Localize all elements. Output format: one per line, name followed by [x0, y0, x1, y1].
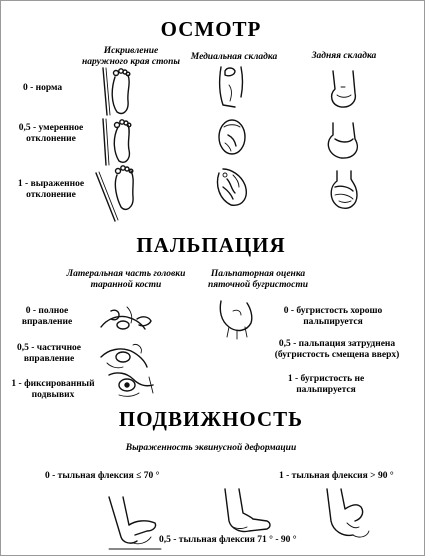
posterior-crease-severe-sketch: [323, 169, 367, 215]
mobility-title: ПОДВИЖНОСТЬ: [118, 407, 304, 431]
exam-row-label-moderate: 0,5 - умеренное отклонение: [18, 123, 84, 144]
posterior-crease-normal-sketch: [323, 67, 367, 113]
medial-crease-normal-sketch: [211, 63, 253, 111]
palpation-left-label-full: 0 - полное вправление: [21, 306, 73, 327]
foot-sole-normal-sketch: [97, 65, 141, 117]
foot-sole-moderate-sketch: [97, 117, 141, 167]
mobility-label-grade-1: 1 - тыльная флексия > 90 °: [279, 471, 394, 481]
medial-crease-moderate-sketch: [211, 115, 255, 159]
palpation-caption-talus: Латеральная часть головки таранной кости: [66, 269, 186, 290]
palpation-right-label-absent: 1 - бугристость не пальпируется: [287, 374, 365, 395]
palpation-title: ПАЛЬПАЦИЯ: [136, 233, 286, 257]
mobility-label-grade-05: 0,5 - тыльная флексия 71 ° - 90 °: [159, 535, 297, 545]
exam-column-caption-medial: Медиальная складка: [190, 52, 278, 62]
palpation-caption-calcaneus: Пальпаторная оценка пяточной бугристости: [207, 269, 309, 290]
calcaneus-palpation-sketch: [213, 297, 261, 341]
exam-row-label-severe: 1 - выраженное отклонение: [17, 179, 85, 200]
foot-sole-severe-sketch: [93, 163, 143, 225]
exam-row-label-normal: 0 - норма: [23, 83, 63, 93]
exam-title: ОСМОТР: [160, 17, 262, 41]
dorsiflexion-grade-0-sketch: [103, 491, 163, 553]
palpation-right-label-difficult: 0,5 - пальпация затруднена (бугристость смещена вверх): [274, 339, 400, 360]
palpation-left-label-fixed: 1 - фиксированный подвывих: [11, 379, 95, 400]
dorsiflexion-grade-1-sketch: [317, 487, 379, 543]
talus-palpation-fixed-sketch: [105, 367, 159, 401]
exam-column-caption-posterior: Задняя складка: [311, 51, 377, 61]
talus-palpation-full-sketch: [97, 301, 155, 337]
palpation-left-label-partial: 0,5 - частичное вправление: [16, 343, 82, 364]
palpation-right-label-good: 0 - бугристость хорошо пальпируется: [283, 306, 383, 327]
mobility-caption: Выраженность эквинусной деформации: [125, 443, 297, 453]
dorsiflexion-grade-05-sketch: [213, 487, 275, 539]
mobility-label-grade-0: 0 - тыльная флексия ≤ 70 °: [45, 471, 160, 481]
posterior-crease-moderate-sketch: [321, 121, 369, 163]
medial-crease-severe-sketch: [209, 163, 255, 209]
exam-column-caption-lateral: Искривление наружного края стопы: [81, 46, 181, 67]
